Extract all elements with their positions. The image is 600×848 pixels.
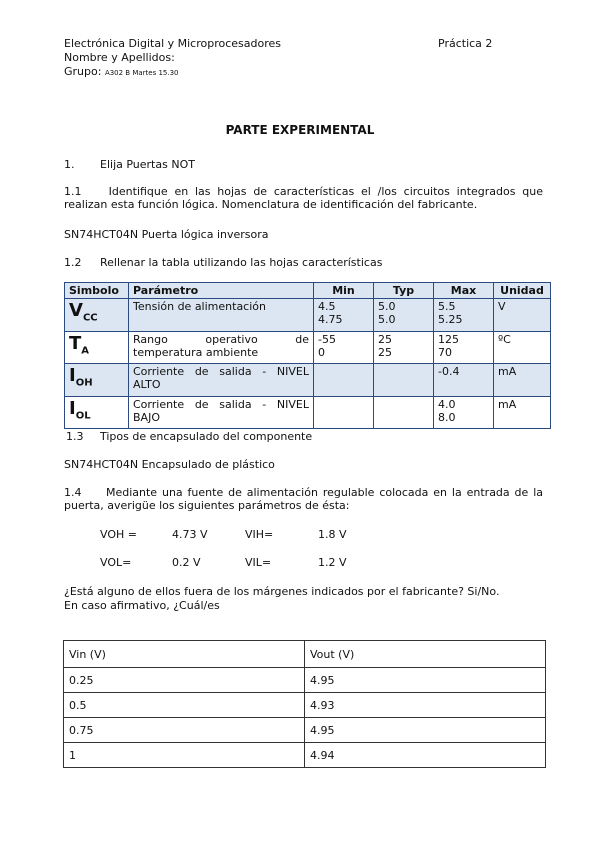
spec-unit: V xyxy=(494,299,551,332)
table-row xyxy=(64,668,546,693)
vol-value: 0.2 V xyxy=(172,556,201,569)
spec-max: 4.0 8.0 xyxy=(434,396,494,429)
voh-value: 4.73 V xyxy=(172,528,208,541)
section-1-1-number: 1.1 xyxy=(64,185,82,198)
section-1-number: 1. xyxy=(64,158,75,171)
spec-header-unit: Unidad xyxy=(494,283,551,299)
spec-max: -0.4 xyxy=(434,364,494,397)
vil-label: VIL= xyxy=(245,556,272,569)
spec-parameter: Tensión de alimentación xyxy=(129,299,314,332)
spec-min: 4.5 4.75 xyxy=(314,299,374,332)
spec-symbol: $T_A$ xyxy=(65,331,129,364)
spec-symbol: $I_{OL}$ xyxy=(65,396,129,429)
spec-typ xyxy=(374,364,434,397)
spec-header-row xyxy=(65,283,551,299)
spec-min: -55 0 xyxy=(314,331,374,364)
spec-typ: 5.0 5.0 xyxy=(374,299,434,332)
section-1-1 xyxy=(64,185,543,211)
vout-cell: 4.95 xyxy=(305,668,546,693)
section-1-1-answer: SN74HCT04N Puerta lógica inversora xyxy=(64,228,269,241)
name-label: Nombre y Apellidos: xyxy=(64,51,175,64)
spec-row-vcc xyxy=(65,299,551,332)
spec-parameter: Rango operativo de temperatura ambiente xyxy=(129,331,314,364)
practice-number: Práctica 2 xyxy=(438,37,493,50)
spec-max: 125 70 xyxy=(434,331,494,364)
spec-symbol: $V_{CC}$ xyxy=(65,299,129,332)
vin-header: Vin (V) xyxy=(64,641,305,668)
table-row xyxy=(64,718,546,743)
section-1-2-text: Rellenar la tabla utilizando las hojas características xyxy=(100,256,383,269)
spec-unit: ºC xyxy=(494,331,551,364)
spec-parameter: Corriente de salida - NIVEL BAJO xyxy=(129,396,314,429)
spec-symbol: $I_{OH}$ xyxy=(65,364,129,397)
spec-unit: mA xyxy=(494,396,551,429)
vout-cell: 4.95 xyxy=(305,718,546,743)
vin-vout-table xyxy=(63,640,546,768)
section-1-3-answer: SN74HCT04N Encapsulado de plástico xyxy=(64,458,275,471)
question-line-2: En caso afirmativo, ¿Cuál/es xyxy=(64,599,220,612)
spec-typ xyxy=(374,396,434,429)
section-1-3-number: 1.3 xyxy=(66,430,84,443)
section-1-3-text: Tipos de encapsulado del componente xyxy=(100,430,313,443)
spec-header-min: Min xyxy=(314,283,374,299)
spec-min xyxy=(314,396,374,429)
vout-cell: 4.93 xyxy=(305,693,546,718)
vin-cell: 1 xyxy=(64,743,305,768)
spec-typ: 25 25 xyxy=(374,331,434,364)
spec-row-iol xyxy=(65,396,551,429)
spec-min xyxy=(314,364,374,397)
spec-header-symbol: Simbolo xyxy=(65,283,129,299)
group-value: A302 B Martes 15.30 xyxy=(104,69,179,77)
spec-unit: mA xyxy=(494,364,551,397)
section-1-4 xyxy=(64,486,543,512)
vout-header: Vout (V) xyxy=(305,641,546,668)
table-row xyxy=(64,743,546,768)
spec-max: 5.5 5.25 xyxy=(434,299,494,332)
course-title: Electrónica Digital y Microprocesadores xyxy=(64,37,282,50)
spec-header-max: Max xyxy=(434,283,494,299)
voh-label: VOH = xyxy=(100,528,137,541)
vih-label: VIH= xyxy=(245,528,274,541)
section-1-4-text: Mediante una fuente de alimentación regulable colocada en la entrada de la puerta, averigüe los siguientes parámetros de ésta: xyxy=(64,486,543,512)
spec-row-ta xyxy=(65,331,551,364)
vin-cell: 0.5 xyxy=(64,693,305,718)
vin-cell: 0.25 xyxy=(64,668,305,693)
vout-cell: 4.94 xyxy=(305,743,546,768)
page-title: PARTE EXPERIMENTAL xyxy=(225,123,375,137)
vol-label: VOL= xyxy=(100,556,132,569)
group-line xyxy=(64,65,179,80)
section-1-1-text: Identifique en las hojas de características el /los circuitos integrados que realizan esta función lógica. Nomenclatura de identificación del fabricante. xyxy=(64,185,543,211)
vil-value: 1.2 V xyxy=(318,556,347,569)
section-1-text: Elija Puertas NOT xyxy=(100,158,195,171)
group-label: Grupo: xyxy=(64,65,102,78)
spec-header-typ: Typ xyxy=(374,283,434,299)
table-row xyxy=(64,693,546,718)
spec-table xyxy=(64,282,551,429)
spec-row-ioh xyxy=(65,364,551,397)
section-1-4-number: 1.4 xyxy=(64,486,82,499)
vih-value: 1.8 V xyxy=(318,528,347,541)
vin-header-row xyxy=(64,641,546,668)
question-line-1: ¿Está alguno de ellos fuera de los márgenes indicados por el fabricante? Si/No. xyxy=(64,585,500,598)
spec-parameter: Corriente de salida - NIVEL ALTO xyxy=(129,364,314,397)
spec-header-parameter: Parámetro xyxy=(129,283,314,299)
vin-cell: 0.75 xyxy=(64,718,305,743)
section-1-2-number: 1.2 xyxy=(64,256,82,269)
